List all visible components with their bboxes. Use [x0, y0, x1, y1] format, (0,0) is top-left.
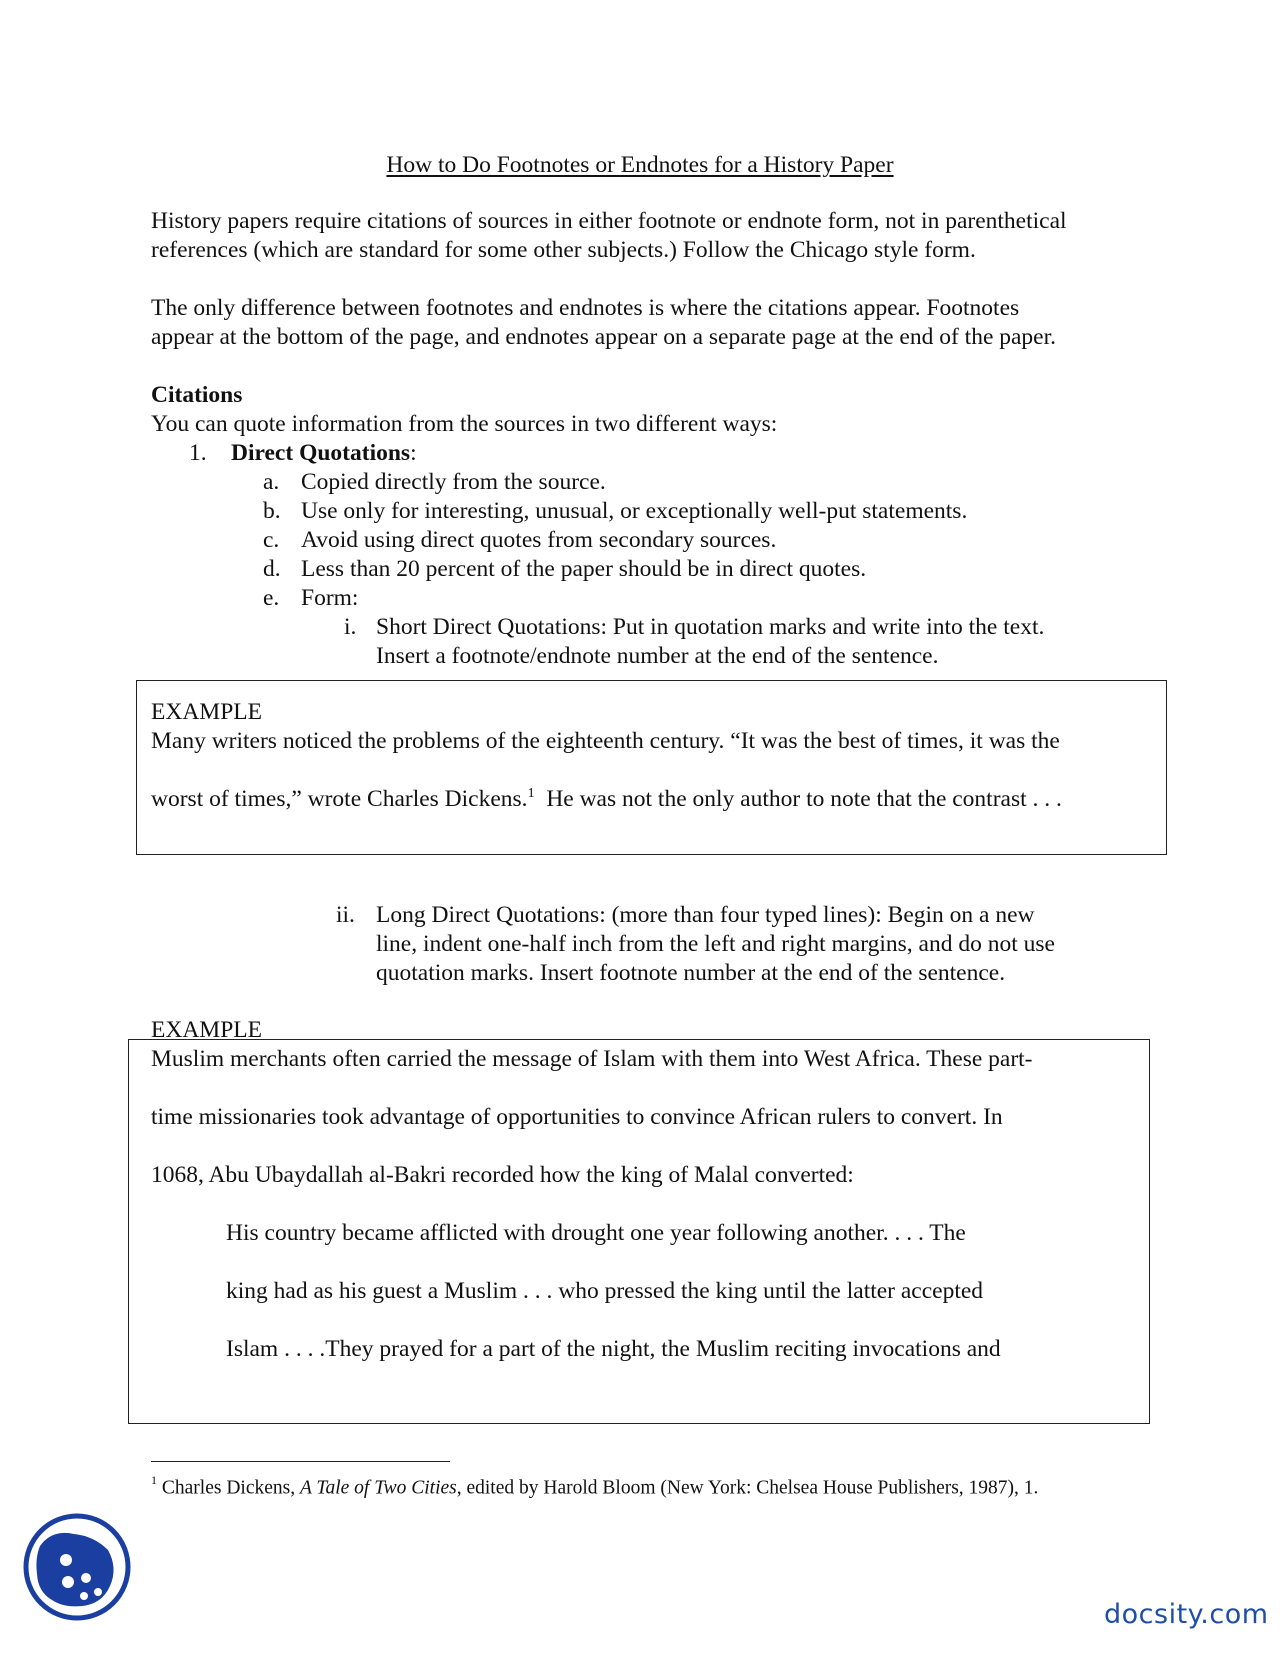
list-marker-c: c.	[263, 527, 280, 553]
short-quotations-line-1: Short Direct Quotations: Put in quotation marks and write into the text.	[376, 614, 1045, 640]
direct-quotations-heading: Direct Quotations:	[231, 440, 417, 466]
intro-line-1: History papers require citations of sources in either footnote or endnote form, not in parenthetical	[151, 208, 1067, 234]
difference-line-2: appear at the bottom of the page, and endnotes appear on a separate page at the end of the paper.	[151, 324, 1057, 350]
long-quotations-line-2: line, indent one-half inch from the left and right margins, and do not use	[376, 931, 1055, 957]
block-quote-line-2: king had as his guest a Muslim . . . who pressed the king until the latter accepted	[226, 1278, 984, 1304]
list-marker-b: b.	[263, 498, 281, 524]
page-title: How to Do Footnotes or Endnotes for a History Paper	[386, 152, 894, 178]
short-quotations-line-2: Insert a footnote/endnote number at the end of the sentence.	[376, 643, 939, 669]
list-marker-i: i.	[344, 614, 357, 640]
block-quote-line-3: Islam . . . .They prayed for a part of the night, the Muslim reciting invocations and	[226, 1336, 1001, 1362]
block-quote-line-1: His country became afflicted with drought one year following another. . . . The	[226, 1220, 966, 1246]
list-item-c: Avoid using direct quotes from secondary sources.	[301, 527, 777, 553]
list-item-d: Less than 20 percent of the paper should be in direct quotes.	[301, 556, 867, 582]
long-quotations-line-1: Long Direct Quotations: (more than four typed lines): Begin on a new	[376, 902, 1035, 928]
example-2-line-3: 1068, Abu Ubaydallah al-Bakri recorded how the king of Malal converted:	[151, 1162, 854, 1188]
list-item-a: Copied directly from the source.	[301, 469, 606, 495]
list-number-1: 1.	[189, 440, 207, 466]
example-2-line-1: Muslim merchants often carried the message of Islam with them into West Africa. These part-	[151, 1046, 1033, 1072]
example-1-line-2: worst of times,” wrote Charles Dickens.$^1$ He was not the only author to note that the contrast . . .	[151, 786, 1062, 812]
list-item-b: Use only for interesting, unusual, or exceptionally well-put statements.	[301, 498, 968, 524]
example-2-line-2: time missionaries took advantage of opportunities to convince African rulers to convert. In	[151, 1104, 1003, 1130]
citations-heading: Citations	[151, 382, 243, 408]
footnote-separator	[151, 1461, 450, 1462]
difference-line-1: The only difference between footnotes and endnotes is where the citations appear. Footnotes	[151, 295, 1020, 321]
list-marker-d: d.	[263, 556, 281, 582]
intro-line-2: references (which are standard for some other subjects.) Follow the Chicago style form.	[151, 237, 976, 263]
docsity-brand-text[interactable]: docsity.com	[1104, 1599, 1269, 1630]
docsity-logo-icon	[22, 1512, 132, 1622]
citations-lead: You can quote information from the sources in two different ways:	[151, 411, 778, 437]
example-box-1	[136, 680, 1167, 855]
example-2-label: EXAMPLE	[151, 1017, 262, 1043]
list-item-e: Form:	[301, 585, 359, 611]
list-marker-a: a.	[263, 469, 280, 495]
footnote-reference: 1	[527, 786, 535, 801]
example-1-line-1: Many writers noticed the problems of the eighteenth century. “It was the best of times, it was the	[151, 728, 1060, 754]
example-1-label: EXAMPLE	[151, 699, 262, 725]
list-marker-e: e.	[263, 585, 280, 611]
list-marker-ii: ii.	[336, 902, 355, 928]
footnote: $^1$ Charles Dickens, A Tale of Two Cities, edited by Harold Bloom (New York: Chelsea House Publishers, 1987), 1.	[151, 1473, 1039, 1499]
long-quotations-line-3: quotation marks. Insert footnote number at the end of the sentence.	[376, 960, 1006, 986]
